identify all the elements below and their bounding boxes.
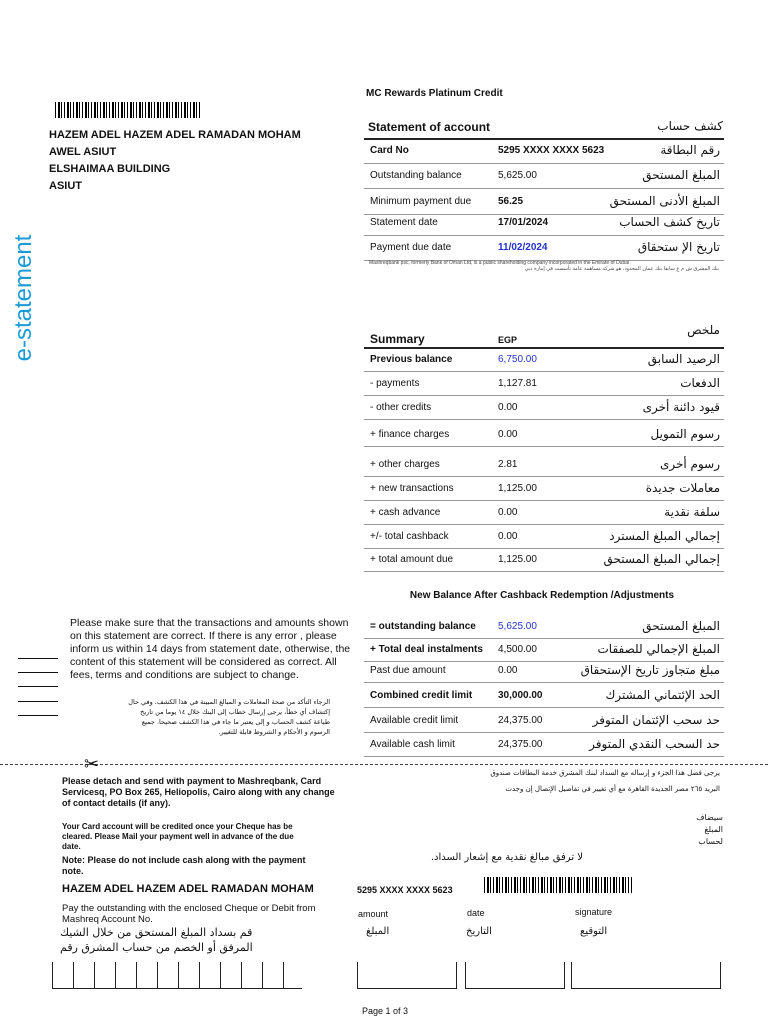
statement-label-ar: المبلغ المستحق [642,168,720,182]
credited-note-en [62,822,307,851]
summary-label: +/- total cashback [370,531,449,542]
new-balance-label: Past due amount [370,665,446,676]
amount-field[interactable] [357,962,457,989]
new-balance-label-ar: المبلغ المستحق [642,619,720,633]
statement-value: 56.25 [498,196,524,207]
statement-row [364,166,724,188]
summary-label: + cash advance [370,507,441,518]
summary-separator [364,548,724,549]
statement-value: 17/01/2024 [498,217,549,228]
statement-value: 11/02/2024 [498,242,548,253]
cash-note-en: Note: Please do not include cash along with the payment note. [62,855,306,876]
new-balance-separator [364,756,724,757]
statement-label: Outstanding balance [370,170,462,181]
new-balance-label-ar: مبلغ متجاوز تاريخ الإستحقاق [580,663,720,677]
new-balance-label-ar: الحد الإئتماني المشترك [605,688,720,702]
statement-label: Statement date [370,217,438,228]
pay-instructions-ar-2: المرفق أو الخصم من حساب المشرق رقم [60,941,253,954]
new-balance-label: Combined credit limit [370,690,473,701]
summary-label-ar: سلفة نقدية [664,505,720,519]
new-balance-value: 4,500.00 [498,644,537,655]
summary-label-ar: رسوم أخرى [659,457,720,471]
statement-divider [364,138,724,140]
summary-separator [364,371,724,372]
slip-customer-name: HAZEM ADEL HAZEM ADEL RAMADAN MOHAM [62,883,314,895]
e-statement-label: e-statement [10,234,37,362]
address-line-2: AWEL ASIUT [49,146,117,158]
disclaimer-en: Mashreqbank psc, formerly Bank of Oman Ltd, is a public shareholding company incorporated in the Emirate of Dubai [369,260,630,266]
statement-label: Card No [370,145,409,156]
will-credit-ar-2: المبلغ [704,825,723,834]
new-balance-separator [364,682,724,683]
new-balance-row [364,686,724,708]
summary-label-ar: قيود دائنة أخرى [642,400,720,414]
summary-separator [364,571,724,572]
notice-en: Please make sure that the transactions and amounts shown on this statement are correct. If there is any error , please inform us within 14 days from statement date, otherwise, the content of this statement will be considered as correct. All fees, terms and conditions are subject to change. [70,617,351,681]
new-balance-separator [364,638,724,639]
new-balance-row [364,640,724,662]
address-line-4: ASIUT [49,180,82,192]
detach-instructions-ar-2: البريد ٢٦٥ مصر الجديدة القاهرة مع أي تغيير في تفاصيل الإتصال إن وجدت [505,785,720,793]
summary-label-ar: رسوم التمويل [650,427,720,441]
statement-disclaimer [369,260,719,272]
summary-separator [364,419,724,420]
summary-row [364,350,724,372]
summary-label: + other charges [370,459,440,470]
summary-label: + total amount due [370,554,454,565]
summary-value: 0.00 [498,507,518,518]
amount-label-ar: المبلغ [366,926,390,937]
statement-row [364,141,724,163]
summary-row [364,425,724,447]
summary-label-ar: الرصيد السابق [647,352,720,366]
new-balance-label-ar: حد السحب النقدي المتوفر [589,737,720,751]
date-label-en: date [467,908,485,918]
statement-label-ar: رقم البطاقة [660,143,720,157]
statement-title-ar: كشف حساب [657,119,723,133]
disclaimer-ar: بنك المشرق ش م ع سابقا بنك عمان المحدود، هو شركة مساهمة عامة تأسست في إمارة دبي [524,266,719,272]
new-balance-title: New Balance After Cashback Redemption /Adjustments [409,590,675,601]
card-product-name: MC Rewards Platinum Credit [366,88,503,99]
signature-label-ar: التوقيع [580,926,608,937]
signature-field[interactable] [571,962,721,989]
new-balance-row [364,617,724,639]
summary-value: 6,750.00 [498,354,537,365]
summary-separator [364,446,724,447]
scissors-icon: ✂ [84,754,100,775]
statement-label: Minimum payment due [370,196,472,207]
address-block [49,127,301,195]
amount-label-en: amount [358,909,389,919]
statement-row [364,238,724,260]
statement-separator [364,188,724,189]
summary-divider [364,347,724,349]
summary-row [364,479,724,501]
summary-value: 0.00 [498,531,518,542]
new-balance-label: Available credit limit [370,715,459,726]
statement-separator [364,163,724,164]
new-balance-label-ar: حد سحب الإئتمان المتوفر [592,713,720,727]
summary-label-ar: إجمالي المبلغ المسترد [609,529,720,543]
statement-value: 5295 XXXX XXXX 5623 [498,145,605,156]
summary-separator [364,395,724,396]
summary-row [364,398,724,420]
notice-box [70,617,351,689]
date-label-ar: التاريخ [466,926,492,937]
new-balance-label-ar: المبلغ الإجمالي للصفقات [597,642,720,656]
slip-card-number: 5295 XXXX XXXX 5623 [357,885,453,895]
new-balance-label: = outstanding balance [370,621,476,632]
credited-note-text: Your Card account will be credited once your Cheque has be cleared. Please Mail your payment well in advance of the due date. [62,822,294,851]
new-balance-label: + Total deal instalments [370,644,483,655]
summary-label-ar: معاملات جديدة [645,481,720,495]
address-line-3: ELSHAIMAA BUILDING [49,163,171,175]
statement-label-ar: تاريخ كشف الحساب [619,215,720,229]
will-credit-ar-3: لحساب [698,837,723,846]
summary-row [364,455,724,477]
new-balance-separator [364,707,724,708]
detach-instructions-ar-1: يرجى فصل هذا الجزء و إرساله مع السداد لبنك المشرق خدمة البطاقات صندوق [490,769,720,777]
slip-barcode [484,877,632,893]
statement-label-ar: المبلغ الأدنى المستحق [609,194,720,208]
summary-separator [364,500,724,501]
summary-value: 1,125.00 [498,554,537,565]
summary-label: + finance charges [370,429,450,440]
new-balance-row [364,661,724,683]
new-balance-row [364,735,724,757]
statement-row [364,213,724,235]
summary-value: 0.00 [498,429,518,440]
summary-separator [364,476,724,477]
statement-value: 5,625.00 [498,170,537,181]
summary-row [364,550,724,572]
summary-value: 1,125.00 [498,483,537,494]
new-balance-value: 0.00 [498,665,518,676]
new-balance-label: Available cash limit [370,739,455,750]
summary-label: Previous balance [370,354,453,365]
summary-label-ar: إجمالي المبلغ المستحق [603,552,720,566]
summary-value: 0.00 [498,402,518,413]
notice-ar: الرجاء التأكد من صحة المعاملات و المبالغ المبينة في هذا الكشف. وفي حال إكتشاف أي خطأ، يرجى إرسال خطاب إلى البنك خلال ١٤ يوما من تاريخ طباعة كشف الحساب و إلى يعتبر ما جاء في هذا الكشف صحيحا. جميع الرسوم و الأحكام و الشروط قابلة للتغيير. [128,698,330,736]
new-balance-value: 30,000.00 [498,690,543,701]
account-number-field[interactable] [52,962,302,989]
new-balance-separator [364,732,724,733]
address-line-1: HAZEM ADEL HAZEM ADEL RAMADAN MOHAM [49,129,301,141]
new-balance-value: 5,625.00 [498,621,537,632]
new-balance-value: 24,375.00 [498,715,543,726]
page-number: Page 1 of 3 [362,1006,409,1016]
statement-row [364,192,724,214]
statement-label-ar: تاريخ الإ ستحقاق [637,240,720,254]
summary-label-ar: الدفعات [680,376,720,390]
pay-instructions-en: Pay the outstanding with the enclosed Cheque or Debit from Mashreq Account No. [62,903,316,925]
summary-title-ar: ملخص [687,323,720,337]
detach-line [0,764,768,765]
address-barcode [55,102,200,118]
summary-row [364,503,724,525]
summary-row [364,527,724,549]
summary-label: - payments [370,378,420,389]
new-balance-row [364,711,724,733]
will-credit-ar-1: سيضاف [696,813,723,822]
new-balance-value: 24,375.00 [498,739,543,750]
pay-instructions-ar-1: قم بسداد المبلغ المستحق من خلال الشيك [60,926,253,939]
summary-value: 2.81 [498,459,518,470]
statement-label: Payment due date [370,242,452,253]
summary-label: - other credits [370,402,432,413]
summary-separator [364,524,724,525]
summary-row [364,374,724,396]
signature-label-en: signature [575,907,613,917]
will-credit-ar [696,812,723,848]
cash-note-ar: لا ترفق مبالغ نقدية مع إشعار السداد. [430,852,583,863]
summary-value: 1,127.81 [498,378,537,389]
date-field[interactable] [465,962,565,989]
statement-title-en: Statement of account [368,120,491,134]
summary-title-en: Summary [370,332,425,346]
statement-separator [364,235,724,236]
summary-currency: EGP [498,335,518,345]
summary-label: + new transactions [370,483,454,494]
detach-instructions-en: Please detach and send with payment to Mashreqbank, Card Servicesq, PO Box 265, Heliopolis, Cairo along with any change of contact details (if any). [62,776,335,808]
